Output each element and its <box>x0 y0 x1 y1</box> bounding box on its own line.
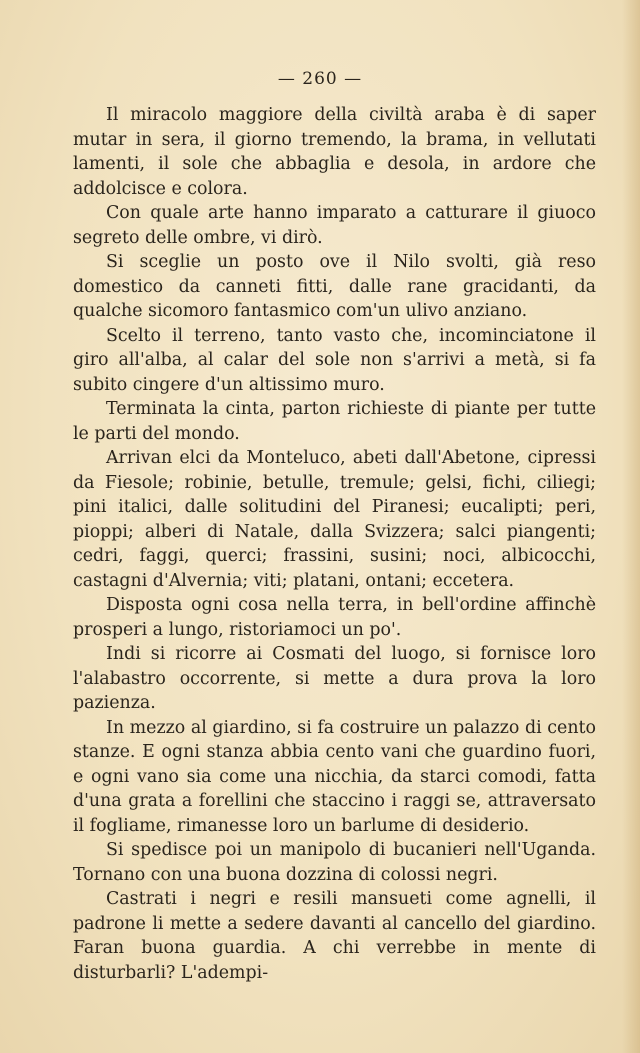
page-edge-shadow <box>622 0 640 1053</box>
paragraph-10: Si spedisce poi un manipolo di bucanieri nell'Uganda. Tornano con una buona dozzina di colossi negri. <box>73 840 596 885</box>
paragraph-8: Indi si ricorre ai Cosmati del luogo, si fornisce loro l'alabastro occorrente, si mette a dura prova la loro pazienza. <box>73 644 596 713</box>
paragraph-4: Scelto il terreno, tanto vasto che, incominciatone il giro all'alba, al calar del sole non s'arrivi a metà, si fa subito cingere d'un altissimo muro. <box>73 325 596 395</box>
paragraph-2: Con quale arte hanno imparato a catturare il giuoco segreto delle ombre, vi dirò. <box>73 203 596 248</box>
paragraph-11: Castrati i negri e resili mansueti come agnelli, il padrone li mette a sedere davanti al cancello del giardino. Faran buona guardia. A chi verrebbe in mente di disturbarli? L'adempi- <box>73 889 596 983</box>
body-text <box>73 103 596 985</box>
page-number: — 260 — <box>277 69 363 89</box>
paragraph-3: Si sceglie un posto ove il Nilo svolti, già reso domestico da canneti fitti, dalle rane gracidanti, da qualche sicomoro fantasmico com'un ulivo anziano. <box>73 252 596 321</box>
paragraph-5: Terminata la cinta, parton richieste di piante per tutte le parti del mondo. <box>73 399 596 444</box>
paragraph-1: Il miracolo maggiore della civiltà araba è di saper mutar in sera, il giorno tremendo, la brama, in vellutati lamenti, il sole che abbaglia e desola, in ardore che addolcisce e colora. <box>73 105 596 199</box>
paragraph-9: In mezzo al giardino, si fa costruire un palazzo di cento stanze. E ogni stanza abbia cento vani che guardino fuori, e ogni vano sia come una nicchia, da starci comodi, fatta d'una grata a forellini che staccino i raggi se, attraversato il fogliame, rimanesse loro un barlume di desiderio. <box>73 717 596 836</box>
paragraph-7: Disposta ogni cosa nella terra, in bell'ordine affinchè prosperi a lungo, ristoriamoci un po'. <box>73 595 596 640</box>
paragraph-6: Arrivan elci da Monteluco, abeti dall'Abetone, cipressi da Fiesole; robinie, betulle, tremule; gelsi, fichi, ciliegi; pini italici, dalle solitudini del Piranesi; eucalipti; peri, pioppi; alberi di Natale, dalla Svizzera; salci piangenti; cedri, faggi, querci; frassini, susini; noci, albicocchi, castagni d'Alvernia; viti; platani, ontani; eccetera. <box>73 448 596 591</box>
